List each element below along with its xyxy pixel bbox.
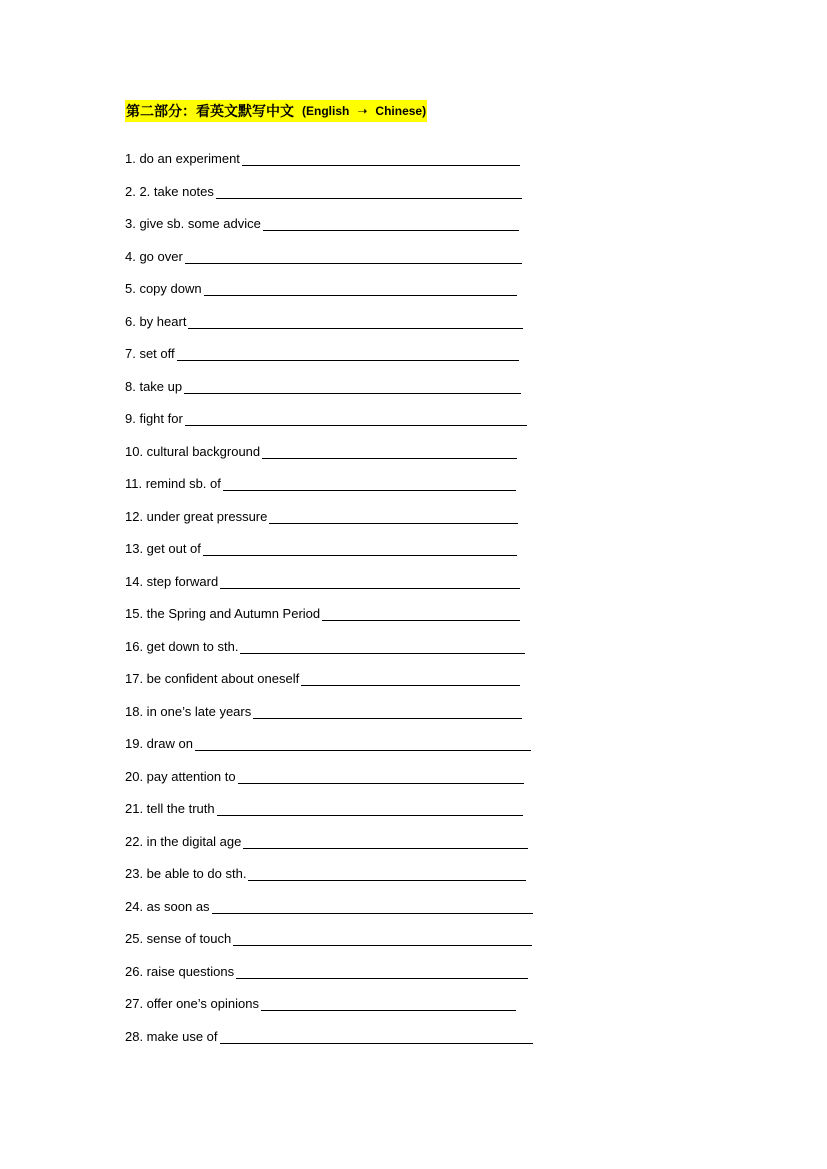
phrase-label: 27. offer one’s opinions — [125, 996, 259, 1011]
answer-blank[interactable] — [322, 605, 520, 621]
phrase-label: 23. be able to do sth. — [125, 866, 247, 881]
arrow-icon: ➝ — [357, 104, 368, 118]
phrase-label: 5. copy down — [125, 281, 202, 296]
section-heading-open: ( — [302, 104, 306, 118]
phrase-label: 20. pay attention to — [125, 768, 236, 784]
list-item — [125, 573, 545, 606]
list-item — [125, 540, 545, 573]
list-item — [125, 995, 545, 1028]
phrase-label: 15. the Spring and Autumn Period — [125, 606, 321, 621]
list-item — [125, 280, 545, 313]
list-item — [125, 345, 545, 378]
list-item — [125, 963, 545, 996]
phrase-label: 28. make use of — [125, 1028, 218, 1044]
list-item — [125, 313, 545, 346]
phrase-label: 4. go over — [125, 248, 183, 264]
answer-blank[interactable] — [263, 215, 519, 231]
answer-blank[interactable] — [262, 443, 517, 459]
list-item — [125, 930, 545, 963]
phrase-label: 6. by heart — [125, 313, 187, 329]
answer-blank[interactable] — [220, 573, 520, 589]
answer-blank[interactable] — [243, 833, 528, 849]
answer-blank[interactable] — [236, 963, 528, 979]
list-item — [125, 378, 545, 411]
section-heading-to: Chinese) — [375, 104, 427, 118]
answer-blank[interactable] — [269, 508, 518, 524]
phrase-list — [125, 150, 545, 1060]
list-item — [125, 475, 545, 508]
list-item — [125, 443, 545, 476]
answer-blank[interactable] — [261, 995, 516, 1011]
list-item — [125, 508, 545, 541]
answer-blank[interactable] — [188, 313, 523, 329]
phrase-label: 13. get out of — [125, 541, 201, 556]
list-item — [125, 638, 545, 671]
answer-blank[interactable] — [242, 150, 520, 166]
answer-blank[interactable] — [184, 378, 521, 394]
answer-blank[interactable] — [220, 1028, 533, 1044]
list-item — [125, 605, 545, 638]
answer-blank[interactable] — [185, 248, 522, 264]
list-item — [125, 735, 545, 768]
list-item — [125, 703, 545, 736]
section-heading-from: English — [306, 104, 350, 118]
phrase-label: 10. cultural background — [125, 443, 261, 459]
phrase-label: 25. sense of touch — [125, 931, 232, 946]
list-item — [125, 248, 545, 281]
list-item — [125, 833, 545, 866]
phrase-label: 3. give sb. some advice — [125, 216, 261, 231]
phrase-label: 1. do an experiment — [125, 151, 240, 166]
phrase-label: 21. tell the truth — [125, 801, 215, 816]
phrase-label: 11. remind sb. of — [125, 476, 221, 491]
answer-blank[interactable] — [204, 280, 517, 296]
phrase-label: 16. get down to sth. — [125, 638, 239, 654]
answer-blank[interactable] — [223, 475, 516, 491]
answer-blank[interactable] — [195, 735, 531, 751]
phrase-label: 22. in the digital age — [125, 833, 242, 849]
answer-blank[interactable] — [177, 345, 519, 361]
phrase-label: 18. in one’s late years — [125, 703, 252, 719]
answer-blank[interactable] — [253, 703, 522, 719]
answer-blank[interactable] — [301, 670, 520, 686]
list-item — [125, 865, 545, 898]
list-item — [125, 215, 545, 248]
list-item — [125, 800, 545, 833]
phrase-label: 24. as soon as — [125, 898, 210, 914]
list-item — [125, 898, 545, 931]
list-item — [125, 768, 545, 801]
answer-blank[interactable] — [203, 540, 517, 556]
answer-blank[interactable] — [240, 638, 525, 654]
phrase-label: 8. take up — [125, 378, 183, 394]
phrase-label: 26. raise questions — [125, 963, 235, 979]
answer-blank[interactable] — [216, 183, 522, 199]
phrase-label: 14. step forward — [125, 573, 219, 589]
section-heading — [125, 100, 427, 122]
list-item — [125, 183, 545, 216]
phrase-label: 9. fight for — [125, 411, 183, 426]
answer-blank[interactable] — [248, 865, 526, 881]
answer-blank[interactable] — [233, 930, 532, 946]
section-heading-chinese: 第二部分：看英文默写中文 — [126, 104, 294, 120]
answer-blank[interactable] — [238, 768, 524, 784]
list-item — [125, 1028, 545, 1061]
answer-blank[interactable] — [185, 410, 527, 426]
phrase-label: 17. be confident about oneself — [125, 671, 300, 686]
phrase-label: 12. under great pressure — [125, 508, 268, 524]
list-item — [125, 670, 545, 703]
phrase-label: 7. set off — [125, 346, 175, 361]
answer-blank[interactable] — [212, 898, 533, 914]
list-item — [125, 150, 545, 183]
phrase-label: 19. draw on — [125, 736, 193, 751]
phrase-label: 2. 2. take notes — [125, 183, 214, 199]
list-item — [125, 410, 545, 443]
answer-blank[interactable] — [217, 800, 523, 816]
